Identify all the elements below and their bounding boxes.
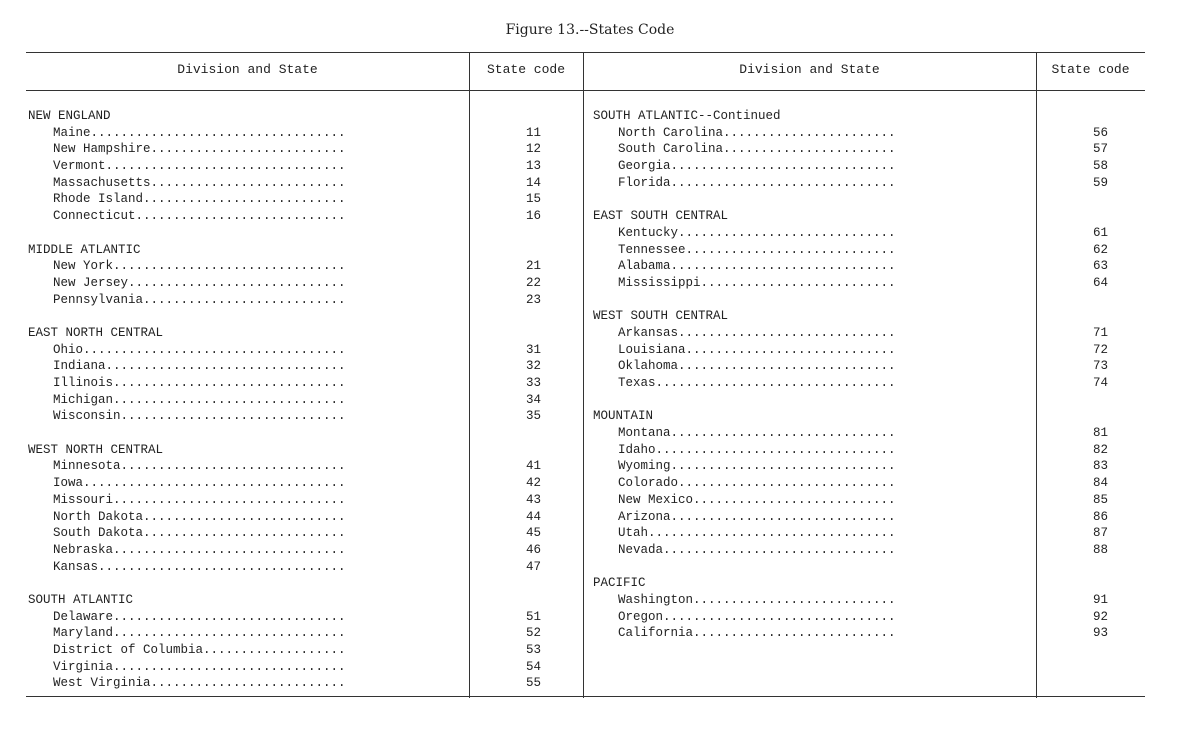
division-title: WEST SOUTH CENTRAL (593, 309, 729, 324)
state-name: New Jersey............................. (53, 275, 346, 290)
column-divider (583, 52, 584, 698)
state-name: Ohio................................... (53, 342, 346, 357)
state-row (28, 141, 568, 158)
division-group (593, 108, 1123, 191)
state-name: Washington........................... (618, 592, 896, 607)
state-row (593, 442, 1123, 459)
state-row (593, 525, 1123, 542)
state-row (28, 542, 568, 559)
division-title: NEW ENGLAND (28, 109, 111, 123)
state-code: 81 (1092, 426, 1108, 441)
table-top-rule (26, 52, 1145, 53)
state-code: 64 (1092, 275, 1108, 290)
division-group (593, 575, 1123, 642)
right-column (593, 108, 1123, 659)
state-row (593, 225, 1123, 242)
state-code: 74 (1092, 376, 1108, 390)
state-name: Louisiana............................ (618, 342, 896, 357)
state-row (28, 475, 568, 492)
header-rule (26, 90, 1145, 91)
state-code: 73 (1092, 359, 1108, 374)
state-row (593, 141, 1123, 158)
state-code: 32 (525, 359, 541, 374)
header-state-code-left: State code (486, 62, 565, 77)
state-name: District of Columbia................... (53, 643, 346, 657)
state-name: Arizona.............................. (618, 509, 896, 524)
state-name: South Dakota........................... (53, 526, 346, 541)
state-row (28, 509, 568, 526)
state-row (28, 342, 568, 359)
state-name: Virginia............................... (53, 659, 346, 674)
state-code: 71 (1092, 325, 1108, 340)
division-group (28, 108, 568, 225)
state-row (28, 675, 568, 692)
state-name: Vermont................................ (53, 159, 346, 174)
state-code: 58 (1092, 159, 1108, 174)
state-code: 55 (525, 676, 541, 691)
state-row (28, 392, 568, 409)
state-name: California........................... (618, 626, 896, 641)
state-row (28, 458, 568, 475)
state-code: 35 (525, 409, 541, 424)
state-code: 92 (1092, 609, 1108, 624)
state-row (28, 625, 568, 642)
state-code: 53 (525, 643, 541, 657)
state-row (593, 625, 1123, 642)
state-name: Rhode Island........................... (53, 192, 346, 207)
state-row (28, 191, 568, 208)
state-row (28, 642, 568, 659)
state-code: 91 (1092, 592, 1108, 607)
state-code: 21 (525, 259, 541, 274)
state-row (593, 542, 1123, 559)
division-group (28, 592, 568, 692)
header-division-state-right: Division and State (739, 62, 880, 77)
state-code: 85 (1092, 492, 1108, 507)
state-row (28, 175, 568, 192)
state-row (28, 158, 568, 175)
state-row (28, 258, 568, 275)
state-code: 45 (525, 526, 541, 541)
state-name: Florida.............................. (618, 175, 896, 190)
state-name: New Hampshire.......................... (53, 142, 346, 157)
state-name: Mississippi.......................... (618, 275, 896, 290)
state-name: Pennsylvania........................... (53, 292, 346, 307)
state-code: 61 (1092, 225, 1108, 240)
division-title: WEST NORTH CENTRAL (28, 442, 164, 457)
state-name: West Virginia.......................... (53, 676, 346, 691)
division-title: MOUNTAIN (593, 409, 654, 424)
state-row (28, 609, 568, 626)
state-name: Oklahoma............................. (618, 359, 896, 374)
state-name: Kentucky............................. (618, 225, 896, 240)
state-name: Arkansas............................. (618, 325, 896, 340)
state-code: 22 (525, 275, 541, 290)
division-title: SOUTH ATLANTIC (28, 592, 134, 607)
state-code: 12 (525, 142, 541, 157)
state-row (593, 242, 1123, 259)
state-code: 57 (1092, 142, 1108, 157)
state-row (593, 375, 1123, 392)
state-row (593, 175, 1123, 192)
state-row (593, 125, 1123, 142)
division-title: EAST NORTH CENTRAL (28, 325, 164, 340)
state-row (28, 659, 568, 676)
division-title: EAST SOUTH CENTRAL (593, 209, 729, 224)
state-name: Kansas................................. (53, 559, 346, 574)
state-code: 63 (1092, 259, 1108, 274)
state-name: Illinois............................... (53, 376, 346, 390)
state-code: 31 (525, 342, 541, 357)
state-name: Idaho................................ (618, 442, 896, 457)
state-code: 59 (1092, 175, 1108, 190)
division-group (593, 208, 1123, 291)
division-group (593, 408, 1123, 558)
state-code: 42 (525, 476, 541, 491)
state-name: North Dakota........................... (53, 509, 346, 524)
state-code: 41 (525, 459, 541, 474)
state-code: 16 (525, 209, 541, 224)
state-name: Nevada............................... (618, 542, 896, 557)
state-code: 14 (525, 175, 541, 190)
figure-title: Figure 13.--States Code (505, 22, 675, 38)
state-code: 52 (525, 626, 541, 641)
state-row (593, 492, 1123, 509)
state-name: Delaware............................... (53, 609, 346, 624)
division-title: PACIFIC (593, 576, 646, 591)
state-row (593, 275, 1123, 292)
state-name: South Carolina....................... (618, 142, 896, 157)
state-row (28, 525, 568, 542)
header-state-code-right: State code (1051, 62, 1130, 77)
state-code: 84 (1092, 476, 1108, 491)
state-name: Tennessee............................ (618, 242, 896, 257)
state-name: Oregon............................... (618, 609, 896, 624)
state-row (593, 325, 1123, 342)
state-code: 93 (1092, 626, 1108, 641)
state-row (28, 125, 568, 142)
state-name: Alabama.............................. (618, 259, 896, 274)
state-row (593, 458, 1123, 475)
state-name: Michigan............................... (53, 392, 346, 407)
state-name: Indiana................................ (53, 359, 346, 374)
state-code: 11 (525, 125, 541, 140)
state-row (593, 592, 1123, 609)
state-row (28, 408, 568, 425)
state-code: 82 (1092, 442, 1108, 457)
state-code: 13 (525, 159, 541, 174)
state-row (28, 559, 568, 576)
state-code: 43 (525, 492, 541, 507)
state-code: 88 (1092, 542, 1108, 557)
state-name: New York............................... (53, 259, 346, 274)
state-row (593, 342, 1123, 359)
state-code: 34 (525, 392, 541, 407)
state-name: Nebraska............................... (53, 542, 346, 557)
left-column (28, 108, 568, 709)
state-code: 47 (525, 559, 541, 574)
state-name: Iowa................................... (53, 476, 346, 491)
division-title: MIDDLE ATLANTIC (28, 242, 141, 257)
state-name: Colorado............................. (618, 476, 896, 491)
state-code: 87 (1092, 526, 1108, 541)
division-group (28, 242, 568, 309)
header-division-state-left: Division and State (177, 62, 318, 77)
state-code: 23 (525, 292, 541, 307)
state-row (28, 492, 568, 509)
state-code: 33 (525, 376, 541, 390)
state-name: Montana.............................. (618, 426, 896, 441)
state-row (593, 609, 1123, 626)
state-name: Wisconsin.............................. (53, 409, 346, 424)
states-code-table (26, 52, 1145, 698)
state-name: Connecticut............................ (53, 209, 346, 224)
state-row (28, 275, 568, 292)
division-group (593, 308, 1123, 391)
state-name: Utah................................. (618, 526, 896, 541)
state-name: Texas................................ (618, 376, 896, 390)
state-code: 51 (525, 609, 541, 624)
state-name: Massachusetts.......................... (53, 175, 346, 190)
division-title: SOUTH ATLANTIC--Continued (593, 109, 781, 123)
state-row (593, 425, 1123, 442)
state-code: 72 (1092, 342, 1108, 357)
state-row (28, 208, 568, 225)
state-name: North Carolina....................... (618, 125, 896, 140)
state-code: 86 (1092, 509, 1108, 524)
state-name: Minnesota.............................. (53, 459, 346, 474)
division-group (28, 442, 568, 576)
state-row (28, 292, 568, 309)
state-code: 44 (525, 509, 541, 524)
state-name: Maine.................................. (53, 125, 346, 140)
state-row (593, 258, 1123, 275)
division-group (28, 325, 568, 425)
state-name: Missouri............................... (53, 492, 346, 507)
state-code: 15 (525, 192, 541, 207)
state-row (593, 158, 1123, 175)
state-row (593, 509, 1123, 526)
state-code: 46 (525, 542, 541, 557)
state-name: Wyoming.............................. (618, 459, 896, 474)
state-row (28, 375, 568, 392)
state-code: 56 (1092, 125, 1108, 140)
state-code: 54 (525, 659, 541, 674)
state-name: Georgia.............................. (618, 159, 896, 174)
state-code: 62 (1092, 242, 1108, 257)
state-row (28, 358, 568, 375)
state-name: New Mexico........................... (618, 492, 896, 507)
state-name: Maryland............................... (53, 626, 346, 641)
state-code: 83 (1092, 459, 1108, 474)
state-row (593, 475, 1123, 492)
state-row (593, 358, 1123, 375)
